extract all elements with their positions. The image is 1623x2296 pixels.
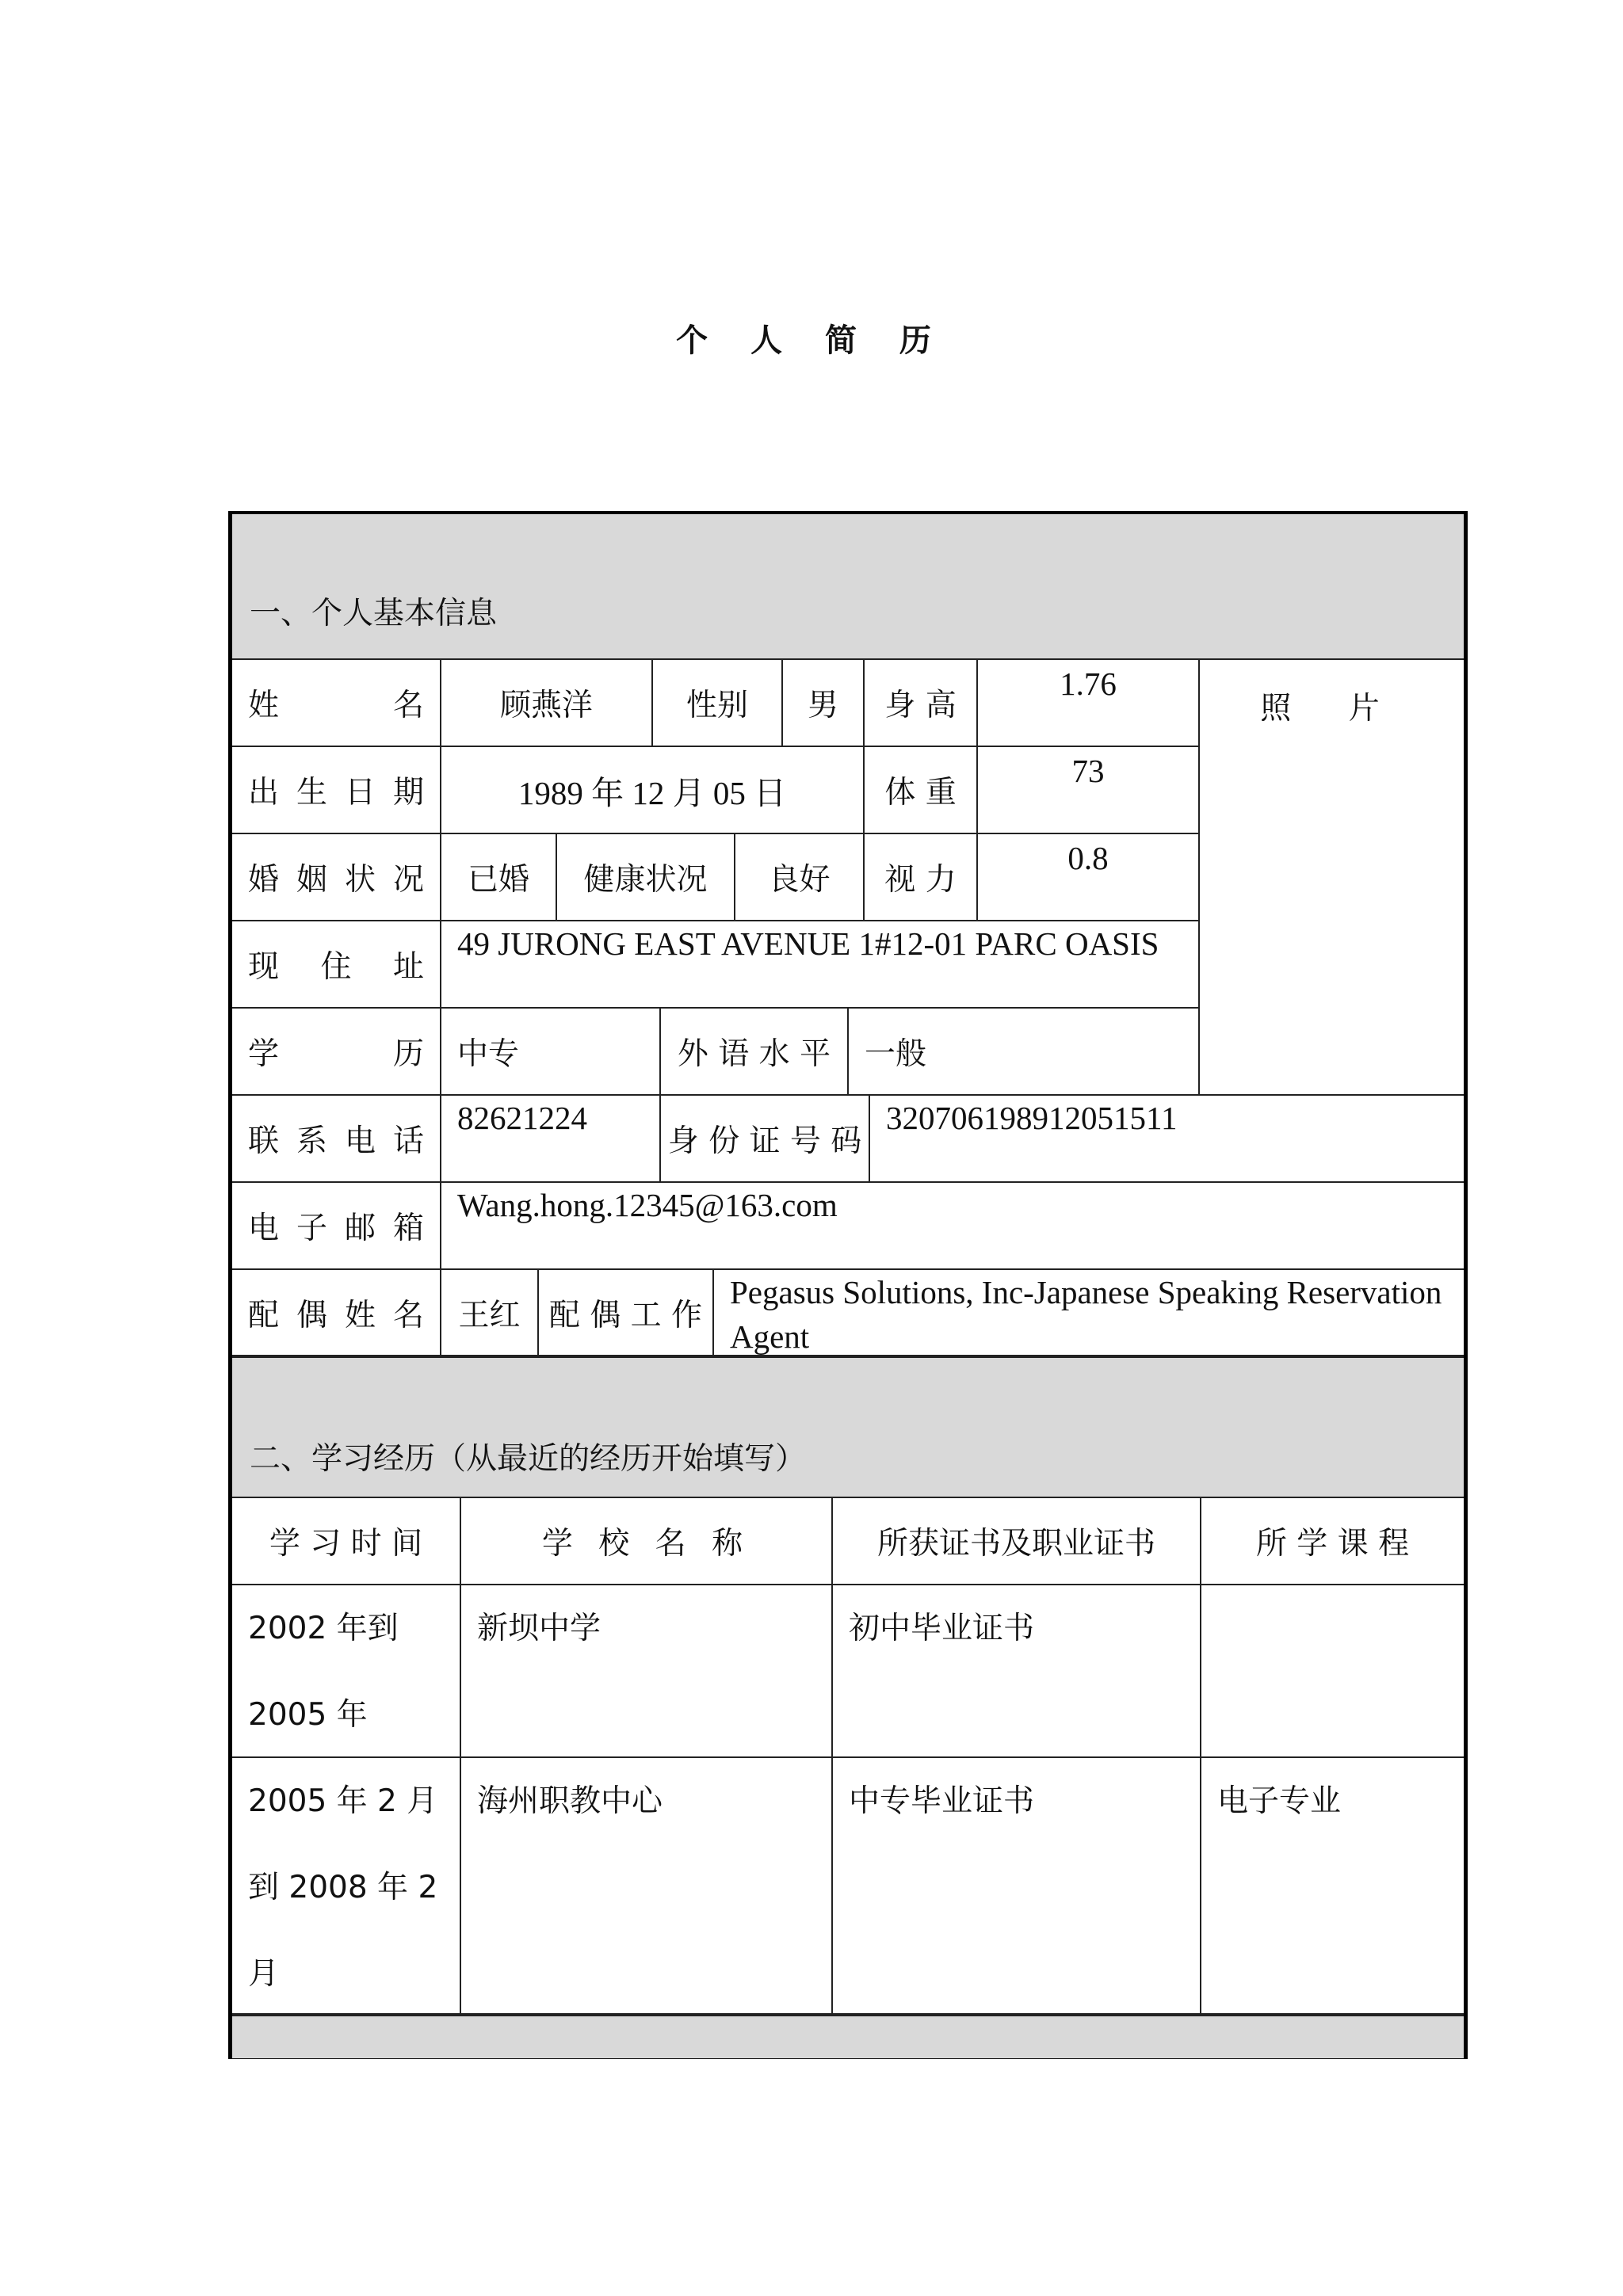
language-label: 外 语 水 平: [677, 1036, 831, 1072]
document-title: 个 人 简 历: [676, 322, 947, 359]
education-label: 学 历: [248, 1036, 424, 1072]
email-value: Wang.hong.12345@163.com: [457, 1187, 838, 1223]
health-value: 良好: [768, 862, 831, 898]
spouse-value: 王红: [458, 1297, 521, 1333]
edu-row2-course: 电子专业: [1217, 1783, 1342, 1819]
spouse-label: 配 偶 姓 名: [248, 1297, 424, 1333]
birth-value: 1989 年 12 月 05 日: [517, 774, 787, 811]
edu-row1-certificate: 初中毕业证书: [849, 1611, 1035, 1646]
address-value: 49 JURONG EAST AVENUE 1#12-01 PARC OASIS: [457, 925, 1159, 962]
vision-value: 0.8: [1067, 840, 1109, 876]
gender-label: 性别: [685, 688, 748, 723]
id-label: 身 份 证 号 码: [667, 1123, 862, 1159]
photo-placeholder: 照 片: [1260, 691, 1403, 727]
height-label: 身 高: [884, 688, 957, 723]
edu-row1-course: [1201, 1585, 1464, 1756]
marital-value: 已婚: [467, 862, 529, 898]
address-label: 现 住 址: [248, 949, 424, 985]
email-label: 电 子 邮 箱: [248, 1211, 424, 1246]
edu-row1-school: 新坝中学: [477, 1611, 601, 1646]
spouse-job-label: 配 偶 工 作: [548, 1297, 703, 1333]
header-courses: 所 学 课 程: [1255, 1526, 1410, 1562]
language-value: 一般: [865, 1036, 927, 1072]
vision-label: 视 力: [884, 862, 957, 898]
resume-form: [228, 511, 1468, 2059]
section1-header: [232, 514, 1464, 658]
weight-label: 体 重: [884, 775, 957, 810]
weight-value: 73: [1071, 753, 1105, 789]
id-value: 320706198912051511: [886, 1100, 1178, 1136]
phone-value: 82621224: [457, 1100, 587, 1136]
edu-row2-period: 2005 年 2 月 到 2008 年 2 月: [248, 1783, 438, 1992]
header-school-name: 学 校 名 称: [541, 1526, 751, 1562]
edu-row1-period: 2002 年到 2005 年: [248, 1611, 399, 1733]
section1-heading: 一、个人基本信息: [250, 596, 498, 631]
edu-row2-certificate: 中专毕业证书: [849, 1783, 1035, 1819]
header-study-period: 学 习 时 间: [269, 1526, 423, 1562]
spouse-job-value: Pegasus Solutions, Inc-Japanese Speaking Reservation Agent: [730, 1274, 1442, 1355]
name-label: 姓 名: [248, 688, 424, 723]
marital-label: 婚 姻 状 况: [248, 862, 424, 898]
section2-heading: 二、学习经历（从最近的经历开始填写）: [250, 1441, 807, 1477]
edu-row2-school: 海州职教中心: [477, 1783, 663, 1819]
phone-label: 联 系 电 话: [248, 1123, 424, 1159]
section2-header: [232, 1358, 1464, 1497]
name-value: 顾燕洋: [499, 688, 593, 723]
education-value: 中专: [457, 1036, 520, 1072]
section3-header: [232, 2016, 1464, 2058]
height-value: 1.76: [1060, 666, 1117, 702]
health-label: 健康状况: [583, 862, 708, 898]
gender-value: 男: [807, 688, 838, 723]
header-certificates: 所获证书及职业证书: [876, 1526, 1155, 1562]
birth-label: 出 生 日 期: [248, 775, 424, 810]
